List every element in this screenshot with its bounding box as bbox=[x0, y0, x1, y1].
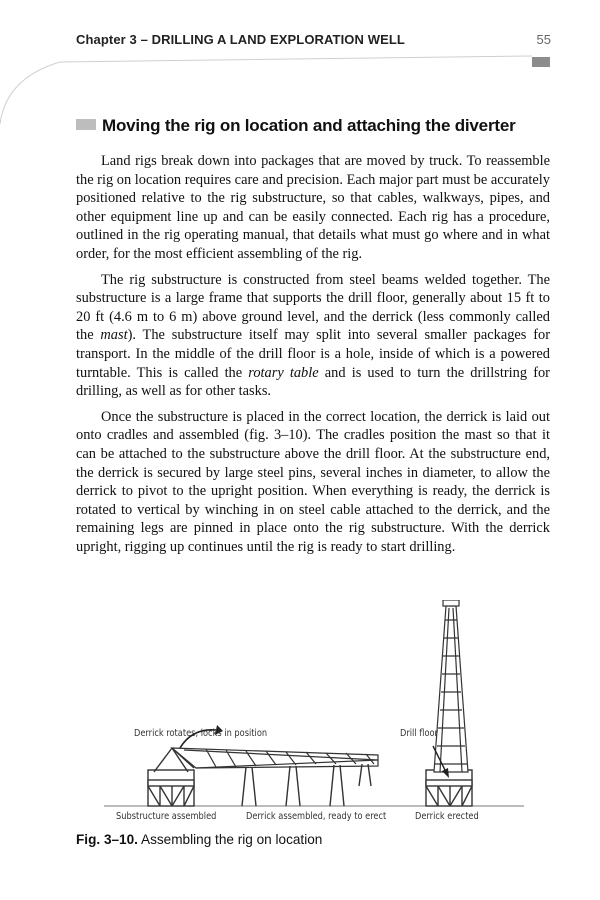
chapter-title: Chapter 3 – DRILLING A LAND EXPLORATION WELL bbox=[76, 32, 405, 47]
figure-caption bbox=[76, 832, 550, 847]
corner-tab bbox=[532, 57, 550, 67]
label-derrick-assembled: Derrick assembled, ready to erect bbox=[246, 811, 387, 822]
label-derrick-erected: Derrick erected bbox=[415, 811, 479, 822]
italic-term: rotary table bbox=[248, 364, 319, 381]
paragraph-text: Once the substructure is placed in the correct location, the derrick is laid out onto cradles and assembled (fig. 3–10). The cradles position the mast so that it can be attached to the substructure above the drill floor. At the substructure end, the derrick is secured by large steel pins, several inches in diameter, to allow the derrick to pivot to the upright position. When everything is ready, the derrick is rotated to vertical by winching in on steel cable attached to the derrick, and the remaining legs are pinned in place onto the rig substructure. With the derrick upright, rigging up continues until the rig is ready to start drilling. bbox=[76, 408, 550, 555]
figure-rig-assembly bbox=[76, 600, 550, 828]
paragraph-text: and is used to turn the drillstring for drilling, as well as for other tasks. bbox=[76, 364, 550, 400]
label-substructure-assembled: Substructure assembled bbox=[116, 811, 217, 822]
label-derrick-rotates: Derrick rotates, locks in position bbox=[134, 728, 268, 739]
derrick-horizontal bbox=[172, 748, 378, 768]
section-heading-text: Moving the rig on location and attaching the diverter bbox=[102, 116, 516, 135]
caption-text: Assembling the rig on location bbox=[141, 832, 323, 847]
running-head bbox=[76, 30, 551, 50]
caption-number: Fig. 3–10. bbox=[76, 832, 138, 847]
paragraph bbox=[76, 271, 550, 401]
body-text bbox=[76, 152, 550, 563]
label-drill-floor: Drill floor bbox=[400, 728, 438, 739]
page-number: 55 bbox=[536, 32, 551, 47]
paragraph-text: The rig substructure is constructed from steel beams welded together. The substructure is a large frame that supports the drill floor, generally about 15 ft to 20 ft (4.6 m to 6 m) above ground level, and the derrick (less commonly called the bbox=[76, 271, 550, 344]
substructure-assembled bbox=[148, 770, 194, 806]
derrick-erected bbox=[434, 600, 468, 772]
paragraph bbox=[76, 152, 550, 264]
section-heading bbox=[76, 116, 556, 142]
rig-diagram bbox=[76, 600, 550, 828]
paragraph bbox=[76, 408, 550, 557]
substructure-erected bbox=[426, 770, 472, 806]
paragraph-text: Land rigs break down into packages that are moved by truck. To reassemble the rig on location requires care and precision. Each major part must be accurately positioned relative to the rig substructure, so that cables, walkways, pipes, and other equipment line up and can be easily connected. Each rig has a procedure, outlined in the rig operating manual, that details what must go where and in what order, for the most efficient assembling of the rig. bbox=[76, 153, 550, 262]
cradles bbox=[242, 764, 371, 806]
heading-marker bbox=[76, 119, 96, 130]
italic-term: mast bbox=[100, 327, 128, 344]
paragraph-text: ). The substructure itself may split into several smaller packages for transport. In the middle of the drill floor is a hole, inside of which is a powered turntable. This is called the bbox=[76, 327, 550, 381]
